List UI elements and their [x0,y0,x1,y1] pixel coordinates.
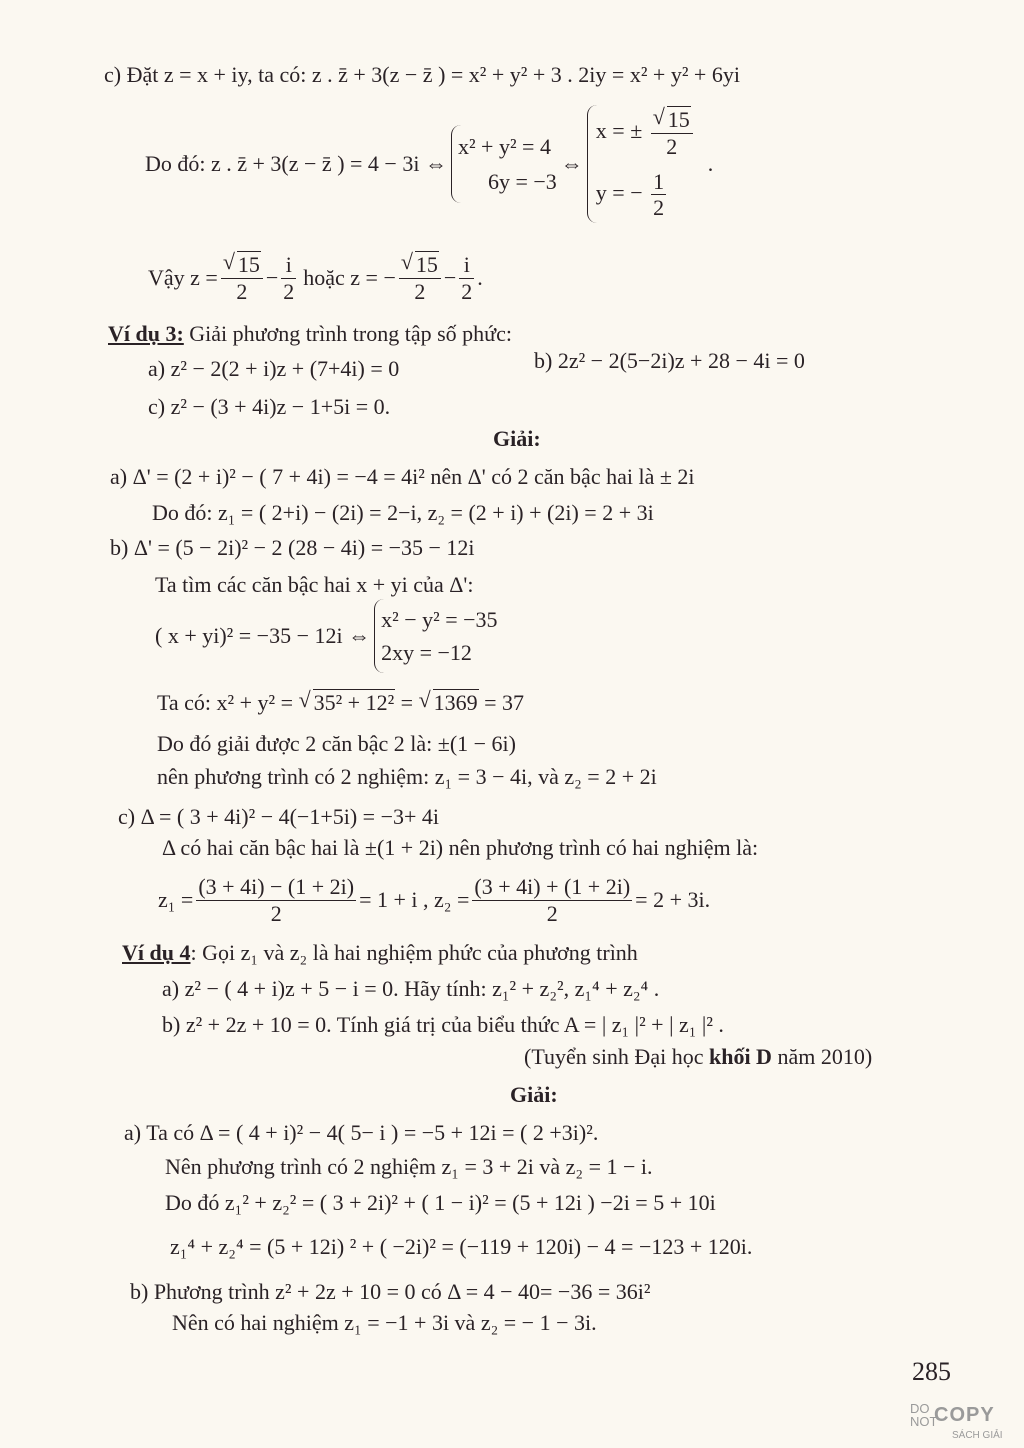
text-segment: = [400,690,414,715]
text-segment: . [707,151,714,176]
example-label: Ví dụ 3: [108,321,184,346]
text-segment: . [477,265,483,290]
system-row: 2xy = −12 [381,640,472,665]
text-line: b) Δ' = (5 − 2i)² − 2 (28 − 4i) = −35 − 12i [110,535,475,560]
text-line: c) Δ = ( 3 + 4i)² − 4(−1+5i) = −3+ 4i [118,804,440,829]
text-segment: khối D [708,1044,772,1069]
equation-system [374,599,497,673]
fraction: $\frac{1}{2}$ [653,169,665,221]
text-line: Do đó: z₁ = ( 2+i) − (2i) = 2−i, z₂ = (2 + i) + (2i) = 2 + 3i [152,500,654,525]
text-line: a) z² − ( 4 + i)z + 5 − i = 0. Hãy tính: z₁² + z₂², z₁⁴ + z₂⁴ . [162,976,660,1001]
system-row: x² + y² = 4 [457,133,551,159]
text-segment: = 37 [484,690,525,715]
text-segment: (Tuyển sinh Đại học [524,1044,709,1069]
text-segment: − [443,265,457,290]
text-segment: năm 2010) [771,1044,873,1069]
example-label: Ví dụ 4 [122,940,191,965]
example-heading [122,942,638,964]
text-segment: = 1 + i , z₂ = [359,887,470,912]
fraction: √ $\frac{15}{2}$ [399,252,441,304]
text-segment: Do đó: z . z̄ + 3(z − z̄ ) = 4 − 3i ⇔ [145,151,447,176]
system-equation [145,104,713,224]
text-segment: Ta có: x² + y² = [157,690,294,715]
text-line: b) Phương trình z² + 2z + 10 = 0 có Δ = 4 − 40= −36 = 36i² [130,1279,651,1304]
text-line: Do đó z₁² + z₂² = ( 3 + 2i)² + ( 1 − i)² = (5 + 12i ) −2i = 5 + 10i [165,1190,716,1215]
text-line: c) Đặt z = x + iy, ta có: z . z̄ + 3(z − z̄ ) = x² + y² + 3 . 2iy = x² + y² + 6yi [104,62,740,87]
text-segment: x = ± [595,118,643,144]
text-segment: : Gọi z₁ và z₂ là hai nghiệm phức của phương trình [190,940,638,965]
text-segment: y = − [595,179,643,205]
page-number: 285 [912,1357,951,1386]
stamp-text: SÁCH GIẢI [952,1430,1003,1441]
text-line: a) Δ' = (2 + i)² − ( 7 + 4i) = −4 = 4i² nên Δ' có 2 căn bậc hai là ± 2i [110,464,695,489]
solution-system [587,105,696,222]
text-segment: = 2 + 3i. [635,887,711,912]
fraction: $\frac{(3 + 4i) + (1 + 2i)}{2}$ [474,874,631,926]
text-line: c) z² − (3 + 4i)z − 1+5i = 0. [148,394,391,419]
conclusion-line [148,248,483,308]
system-row: x² − y² = −35 [381,607,498,632]
text-segment: − [265,265,279,290]
system-row [596,169,696,221]
system-row: 6y = −3 [487,169,557,194]
sqrt-symbol: √ 15 [653,107,691,132]
text-line: z₁⁴ + z₂⁴ = (5 + 12i) ² + ( −2i)² = (−119 + 120i) − 4 = −123 + 120i. [170,1234,753,1259]
text-segment: z₁ = [158,887,194,912]
section-heading: Giải: [493,426,541,451]
text-line: Nên phương trình có 2 nghiệm z₁ = 3 + 2i và z₂ = 1 − i. [165,1154,653,1179]
stamp-text: COPY [934,1404,995,1426]
sqrt-symbol: √ 35² + 12² [299,692,396,714]
equation-system [451,125,557,203]
text-segment: Giải phương trình trong tập số phức: [183,321,512,346]
sqrt-symbol: √ 1369 [419,692,479,714]
sqrt-symbol: √ 15 [401,252,439,277]
example-heading [108,323,512,345]
stamp-text: DO NOT [910,1401,938,1429]
sqrt-symbol: √ 15 [223,252,261,277]
text-line: a) z² − 2(2 + i)z + (7+4i) = 0 [148,356,400,381]
roots-line [158,866,710,934]
text-line: Nên có hai nghiệm z₁ = −1 + 3i và z₂ = − 1 − 3i. [172,1310,597,1335]
fraction: √ $\frac{15}{2}$ [221,252,263,304]
source-citation [524,1046,872,1068]
fraction: $\frac{i}{2}$ [283,252,295,304]
text-line: Δ có hai căn bậc hai là ±(1 + 2i) nên phương trình có hai nghiệm là: [162,835,759,860]
section-heading: Giải: [510,1082,558,1107]
text-line: Ta tìm các căn bậc hai x + yi của Δ': [155,572,474,597]
text-line: Do đó giải được 2 căn bậc 2 là: ±(1 − 6i) [157,731,516,756]
iff-symbol: ⇔ [560,151,583,176]
text-segment: Vậy z = [148,265,218,290]
text-line: a) Ta có Δ = ( 4 + i)² − 4( 5− i ) = −5 + 12i = ( 2 +3i)². [124,1120,599,1145]
fraction: $\frac{(3 + 4i) - (1 + 2i)}{2}$ [198,874,355,926]
system-row [596,107,696,169]
text-line: b) z² + 2z + 10 = 0. Tính giá trị của biểu thức A = | z₁ |² + | z₁ |² . [162,1012,724,1037]
watermark-logo [910,1402,1010,1442]
text-segment: hoặc z = − [303,265,396,290]
text-line: nên phương trình có 2 nghiệm: z₁ = 3 − 4i, và z₂ = 2 + 2i [157,764,657,789]
fraction: $\frac{i}{2}$ [461,252,473,304]
fraction: √ $\frac{15}{2}$ [651,107,693,159]
text-line [157,692,524,714]
text-segment: ( x + yi)² = −35 − 12i ⇔ [155,623,371,648]
text-line: b) 2z² − 2(5−2i)z + 28 − 4i = 0 [534,348,805,373]
system-equation [155,604,502,668]
